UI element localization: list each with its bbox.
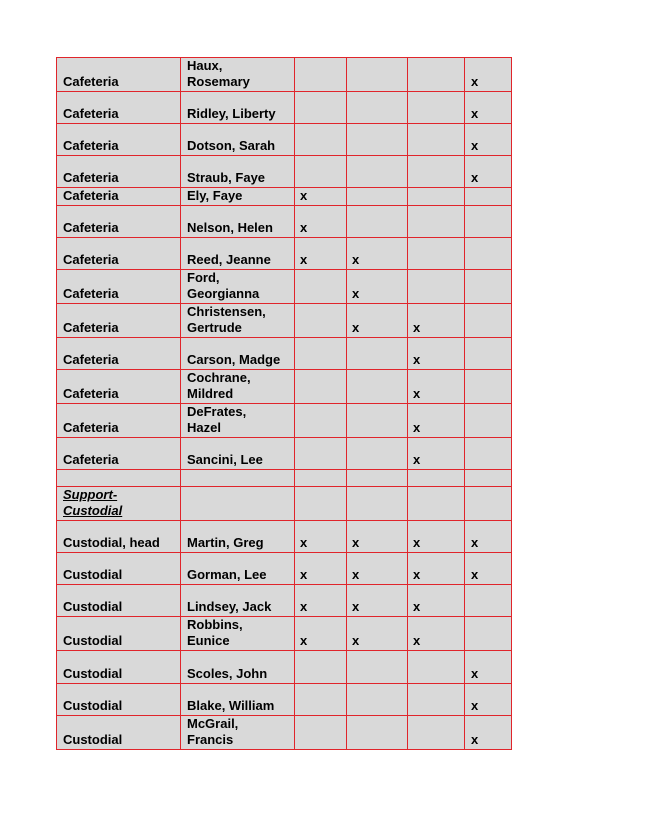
mark-cell-2 bbox=[347, 338, 408, 370]
mark-cell-1 bbox=[295, 521, 347, 553]
department-text: Cafeteria bbox=[63, 352, 119, 367]
mark-cell-1 bbox=[295, 553, 347, 585]
mark-cell-4 bbox=[465, 370, 512, 404]
name-line: Rosemary bbox=[187, 74, 250, 89]
table-row bbox=[57, 124, 512, 156]
mark-text: x bbox=[471, 567, 479, 582]
department-text: Cafeteria bbox=[63, 74, 119, 89]
mark-cell-2 bbox=[347, 617, 408, 651]
mark-cell-4 bbox=[465, 684, 512, 716]
mark-text: x bbox=[471, 666, 479, 681]
mark-cell-2 bbox=[347, 487, 408, 521]
mark-cell-3 bbox=[408, 206, 465, 238]
name-line: Francis bbox=[187, 732, 234, 747]
mark-cell-1 bbox=[295, 370, 347, 404]
department-text: Cafeteria bbox=[63, 386, 119, 401]
mark-cell-3 bbox=[408, 521, 465, 553]
mark-cell-4 bbox=[465, 124, 512, 156]
name-cell bbox=[181, 370, 295, 404]
mark-cell-3 bbox=[408, 338, 465, 370]
name-line: Haux, bbox=[187, 58, 223, 73]
mark-text: x bbox=[300, 252, 308, 267]
mark-cell-2 bbox=[347, 651, 408, 684]
name-line: Cochrane, bbox=[187, 370, 251, 385]
table-row bbox=[57, 206, 512, 238]
department-cell bbox=[57, 716, 181, 750]
mark-cell-1 bbox=[295, 92, 347, 124]
table-body bbox=[57, 58, 512, 750]
name-cell bbox=[181, 206, 295, 238]
mark-cell-3 bbox=[408, 553, 465, 585]
department-text: Cafeteria bbox=[63, 420, 119, 435]
mark-cell-4 bbox=[465, 651, 512, 684]
mark-cell-3 bbox=[408, 716, 465, 750]
mark-text: x bbox=[352, 320, 360, 335]
name-cell bbox=[181, 92, 295, 124]
table-row bbox=[57, 617, 512, 651]
name-line: Ely, Faye bbox=[187, 188, 243, 203]
table-row bbox=[57, 684, 512, 716]
department-text: Cafeteria bbox=[63, 188, 119, 203]
mark-cell-3 bbox=[408, 124, 465, 156]
department-cell bbox=[57, 304, 181, 338]
mark-text: x bbox=[352, 252, 360, 267]
mark-cell-3 bbox=[408, 470, 465, 487]
mark-cell-1 bbox=[295, 651, 347, 684]
department-cell bbox=[57, 651, 181, 684]
mark-cell-4 bbox=[465, 206, 512, 238]
mark-text: x bbox=[352, 633, 360, 648]
name-cell bbox=[181, 617, 295, 651]
name-line: McGrail, bbox=[187, 716, 239, 731]
department-text: Custodial bbox=[63, 698, 123, 713]
mark-cell-4 bbox=[465, 58, 512, 92]
name-line: Hazel bbox=[187, 420, 221, 435]
name-cell bbox=[181, 487, 295, 521]
mark-cell-2 bbox=[347, 438, 408, 470]
mark-cell-3 bbox=[408, 188, 465, 206]
name-line: Mildred bbox=[187, 386, 234, 401]
table-row bbox=[57, 521, 512, 553]
mark-cell-3 bbox=[408, 487, 465, 521]
mark-cell-4 bbox=[465, 521, 512, 553]
name-line: Scoles, John bbox=[187, 666, 268, 681]
mark-text: x bbox=[413, 420, 421, 435]
department-text: Cafeteria bbox=[63, 252, 119, 267]
mark-cell-2 bbox=[347, 270, 408, 304]
department-cell bbox=[57, 270, 181, 304]
department-cell bbox=[57, 58, 181, 92]
name-cell bbox=[181, 156, 295, 188]
mark-text: x bbox=[471, 106, 479, 121]
mark-cell-3 bbox=[408, 270, 465, 304]
section-header-cell bbox=[57, 487, 181, 521]
table-row bbox=[57, 651, 512, 684]
department-cell bbox=[57, 370, 181, 404]
mark-cell-3 bbox=[408, 92, 465, 124]
name-cell bbox=[181, 716, 295, 750]
mark-text: x bbox=[352, 286, 360, 301]
mark-cell-2 bbox=[347, 304, 408, 338]
mark-cell-1 bbox=[295, 438, 347, 470]
name-cell bbox=[181, 124, 295, 156]
mark-text: x bbox=[413, 352, 421, 367]
department-text: Cafeteria bbox=[63, 286, 119, 301]
mark-cell-2 bbox=[347, 404, 408, 438]
mark-cell-1 bbox=[295, 270, 347, 304]
mark-cell-2 bbox=[347, 124, 408, 156]
department-text: Cafeteria bbox=[63, 138, 119, 153]
mark-cell-1 bbox=[295, 684, 347, 716]
name-cell bbox=[181, 684, 295, 716]
mark-cell-3 bbox=[408, 617, 465, 651]
table-row bbox=[57, 438, 512, 470]
mark-cell-1 bbox=[295, 124, 347, 156]
name-line: Ridley, Liberty bbox=[187, 106, 276, 121]
mark-cell-1 bbox=[295, 58, 347, 92]
department-cell bbox=[57, 684, 181, 716]
mark-cell-4 bbox=[465, 304, 512, 338]
section-title-line: Custodial bbox=[63, 503, 123, 518]
name-cell bbox=[181, 58, 295, 92]
mark-cell-4 bbox=[465, 617, 512, 651]
mark-cell-3 bbox=[408, 404, 465, 438]
mark-cell-1 bbox=[295, 716, 347, 750]
mark-cell-4 bbox=[465, 487, 512, 521]
mark-text: x bbox=[300, 599, 308, 614]
mark-cell-4 bbox=[465, 270, 512, 304]
name-cell bbox=[181, 470, 295, 487]
mark-text: x bbox=[300, 567, 308, 582]
table-row bbox=[57, 338, 512, 370]
mark-text: x bbox=[471, 698, 479, 713]
table-row bbox=[57, 156, 512, 188]
department-cell bbox=[57, 585, 181, 617]
name-line: Blake, William bbox=[187, 698, 275, 713]
mark-text: x bbox=[413, 633, 421, 648]
mark-cell-3 bbox=[408, 684, 465, 716]
mark-cell-4 bbox=[465, 553, 512, 585]
table-row bbox=[57, 270, 512, 304]
mark-text: x bbox=[413, 320, 421, 335]
department-text: Cafeteria bbox=[63, 170, 119, 185]
table-row bbox=[57, 487, 512, 521]
mark-cell-3 bbox=[408, 585, 465, 617]
mark-text: x bbox=[352, 567, 360, 582]
name-cell bbox=[181, 585, 295, 617]
mark-cell-3 bbox=[408, 438, 465, 470]
department-text: Cafeteria bbox=[63, 106, 119, 121]
mark-text: x bbox=[471, 138, 479, 153]
section-title-line: Support- bbox=[63, 487, 118, 502]
mark-cell-3 bbox=[408, 156, 465, 188]
mark-cell-2 bbox=[347, 370, 408, 404]
mark-cell-4 bbox=[465, 438, 512, 470]
mark-cell-1 bbox=[295, 338, 347, 370]
table-row bbox=[57, 553, 512, 585]
mark-cell-3 bbox=[408, 304, 465, 338]
table-row bbox=[57, 92, 512, 124]
name-cell bbox=[181, 338, 295, 370]
mark-cell-4 bbox=[465, 585, 512, 617]
department-text: Cafeteria bbox=[63, 320, 119, 335]
department-text: Custodial bbox=[63, 633, 123, 648]
mark-cell-2 bbox=[347, 521, 408, 553]
mark-cell-4 bbox=[465, 716, 512, 750]
mark-text: x bbox=[300, 535, 308, 550]
mark-cell-1 bbox=[295, 238, 347, 270]
name-line: Straub, Faye bbox=[187, 170, 266, 185]
mark-text: x bbox=[300, 220, 308, 235]
mark-cell-2 bbox=[347, 206, 408, 238]
name-line: Christensen, bbox=[187, 304, 266, 319]
mark-cell-1 bbox=[295, 470, 347, 487]
mark-cell-1 bbox=[295, 156, 347, 188]
name-line: Reed, Jeanne bbox=[187, 252, 271, 267]
mark-text: x bbox=[413, 535, 421, 550]
mark-cell-1 bbox=[295, 404, 347, 438]
department-cell bbox=[57, 92, 181, 124]
name-line: Lindsey, Jack bbox=[187, 599, 272, 614]
mark-cell-1 bbox=[295, 206, 347, 238]
mark-cell-1 bbox=[295, 188, 347, 206]
mark-cell-1 bbox=[295, 617, 347, 651]
mark-cell-2 bbox=[347, 188, 408, 206]
mark-cell-2 bbox=[347, 92, 408, 124]
mark-cell-4 bbox=[465, 338, 512, 370]
table-row bbox=[57, 716, 512, 750]
mark-cell-3 bbox=[408, 370, 465, 404]
mark-cell-2 bbox=[347, 585, 408, 617]
name-line: Martin, Greg bbox=[187, 535, 264, 550]
mark-text: x bbox=[413, 567, 421, 582]
department-cell bbox=[57, 188, 181, 206]
mark-text: x bbox=[300, 188, 308, 203]
mark-cell-4 bbox=[465, 404, 512, 438]
table-row bbox=[57, 58, 512, 92]
mark-text: x bbox=[352, 599, 360, 614]
name-cell bbox=[181, 238, 295, 270]
name-line: Carson, Madge bbox=[187, 352, 281, 367]
mark-cell-1 bbox=[295, 585, 347, 617]
mark-text: x bbox=[413, 386, 421, 401]
mark-cell-4 bbox=[465, 188, 512, 206]
name-cell bbox=[181, 651, 295, 684]
table-row bbox=[57, 188, 512, 206]
department-cell bbox=[57, 124, 181, 156]
mark-text: x bbox=[471, 535, 479, 550]
department-text: Custodial, head bbox=[63, 535, 160, 550]
name-cell bbox=[181, 304, 295, 338]
mark-cell-1 bbox=[295, 304, 347, 338]
mark-cell-3 bbox=[408, 651, 465, 684]
name-cell bbox=[181, 188, 295, 206]
mark-text: x bbox=[471, 74, 479, 89]
mark-cell-2 bbox=[347, 684, 408, 716]
department-cell bbox=[57, 617, 181, 651]
department-text: Custodial bbox=[63, 599, 123, 614]
department-cell bbox=[57, 404, 181, 438]
mark-cell-4 bbox=[465, 156, 512, 188]
mark-cell-2 bbox=[347, 238, 408, 270]
mark-cell-4 bbox=[465, 92, 512, 124]
mark-cell-2 bbox=[347, 553, 408, 585]
name-line: Georgianna bbox=[187, 286, 260, 301]
department-cell bbox=[57, 521, 181, 553]
name-cell bbox=[181, 553, 295, 585]
name-line: Nelson, Helen bbox=[187, 220, 273, 235]
mark-text: x bbox=[352, 535, 360, 550]
mark-cell-3 bbox=[408, 238, 465, 270]
mark-cell-2 bbox=[347, 716, 408, 750]
name-cell bbox=[181, 404, 295, 438]
mark-text: x bbox=[300, 633, 308, 648]
name-line: Ford, bbox=[187, 270, 220, 285]
table-row bbox=[57, 370, 512, 404]
department-cell bbox=[57, 206, 181, 238]
mark-cell-2 bbox=[347, 470, 408, 487]
table-row bbox=[57, 585, 512, 617]
name-cell bbox=[181, 438, 295, 470]
mark-text: x bbox=[413, 599, 421, 614]
table-row bbox=[57, 404, 512, 438]
department-text: Custodial bbox=[63, 567, 123, 582]
mark-cell-2 bbox=[347, 58, 408, 92]
mark-text: x bbox=[471, 170, 479, 185]
mark-cell-1 bbox=[295, 487, 347, 521]
name-line: Dotson, Sarah bbox=[187, 138, 276, 153]
mark-text: x bbox=[471, 732, 479, 747]
name-line: Sancini, Lee bbox=[187, 452, 263, 467]
mark-cell-4 bbox=[465, 238, 512, 270]
department-text: Cafeteria bbox=[63, 452, 119, 467]
department-cell bbox=[57, 156, 181, 188]
table-row bbox=[57, 238, 512, 270]
department-cell bbox=[57, 553, 181, 585]
department-text: Cafeteria bbox=[63, 220, 119, 235]
mark-cell-4 bbox=[465, 470, 512, 487]
table-row bbox=[57, 470, 512, 487]
department-cell bbox=[57, 438, 181, 470]
name-line: Gorman, Lee bbox=[187, 567, 267, 582]
staff-schedule-table bbox=[56, 57, 512, 750]
department-cell bbox=[57, 338, 181, 370]
name-line: Eunice bbox=[187, 633, 230, 648]
name-line: DeFrates, bbox=[187, 404, 247, 419]
name-line: Gertrude bbox=[187, 320, 242, 335]
mark-cell-3 bbox=[408, 58, 465, 92]
name-cell bbox=[181, 270, 295, 304]
department-text: Custodial bbox=[63, 732, 123, 747]
name-line: Robbins, bbox=[187, 617, 243, 632]
department-cell bbox=[57, 470, 181, 487]
mark-text: x bbox=[413, 452, 421, 467]
department-text: Custodial bbox=[63, 666, 123, 681]
department-cell bbox=[57, 238, 181, 270]
mark-cell-2 bbox=[347, 156, 408, 188]
name-cell bbox=[181, 521, 295, 553]
table-row bbox=[57, 304, 512, 338]
